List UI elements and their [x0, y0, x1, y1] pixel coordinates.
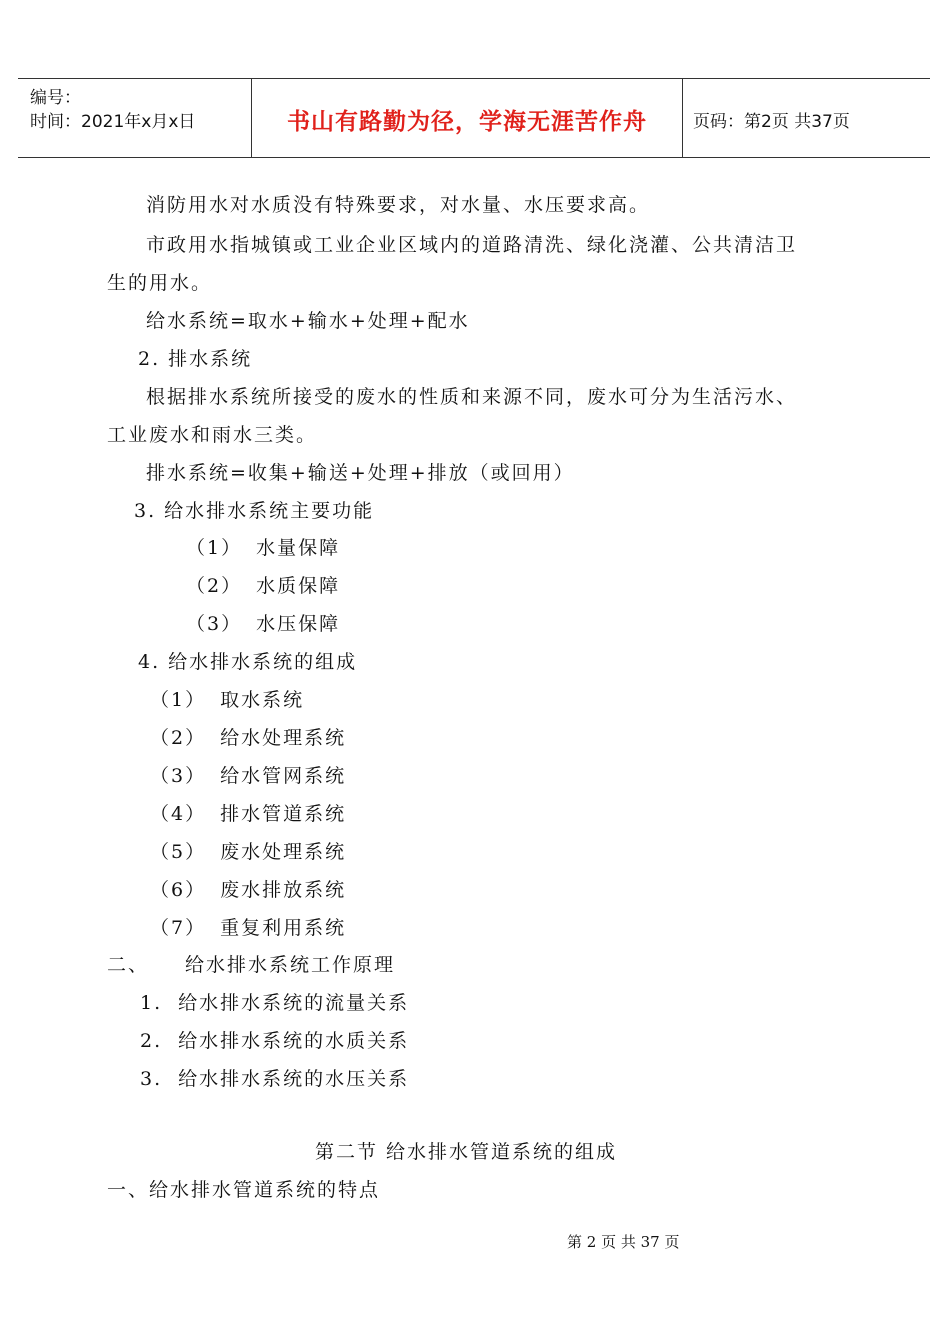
paragraph-municipal-water-line1: 市政用水指城镇或工业企业区域内的道路清洗、绿化浇灌、公共清洁卫	[146, 234, 798, 256]
list-item-text: 给水排水系统的水压关系	[178, 1068, 410, 1090]
list-item	[150, 799, 346, 826]
motto-text: 书山有路勤为径，学海无涯苦作舟	[287, 109, 647, 135]
section-title: 给水排水系统工作原理	[185, 954, 396, 976]
list-item-text: 水量保障	[256, 537, 341, 559]
list-item-number: （1）	[186, 537, 243, 559]
drainage-formula: 排水系统=收集+输送+处理+排放（或回用）	[146, 462, 575, 484]
section-heading-composition: 4. 给水排水系统的组成	[138, 651, 358, 673]
list-item	[150, 685, 304, 712]
list-item-text: 给水排水系统的水质关系	[178, 1030, 410, 1052]
list-item-text: 废水排放系统	[220, 879, 347, 901]
water-supply-formula: 给水系统=取水+输水+处理+配水	[146, 310, 470, 332]
list-item	[140, 1026, 409, 1053]
list-item-number: 3.	[140, 1068, 163, 1090]
page-footer: 第 2 页 共 37 页	[567, 1233, 680, 1251]
list-item-text: 给水管网系统	[220, 765, 347, 787]
document-time-label: 时间：2021年x月x日	[30, 112, 196, 132]
list-item	[150, 723, 346, 750]
list-item-number: （6）	[150, 879, 207, 901]
paragraph-wastewater-line1: 根据排水系统所接受的废水的性质和来源不同，废水可分为生活污水、	[146, 386, 798, 408]
section-heading-principles	[107, 950, 395, 977]
subsection-heading: 一、给水排水管道系统的特点	[107, 1179, 381, 1201]
list-item	[150, 837, 346, 864]
list-item	[186, 571, 340, 598]
list-item	[150, 761, 346, 788]
section-heading-drainage: 2. 排水系统	[138, 348, 253, 370]
paragraph-municipal-water-line2: 生的用水。	[107, 272, 213, 294]
list-item-number: （4）	[150, 803, 207, 825]
list-item-text: 给水排水系统的流量关系	[178, 992, 410, 1014]
list-item-text: 重复利用系统	[220, 917, 347, 939]
list-item-text: 排水管道系统	[220, 803, 347, 825]
list-item	[186, 609, 340, 636]
list-item	[186, 533, 340, 560]
document-number-label: 编号：	[30, 88, 81, 108]
list-item-text: 水压保障	[256, 613, 341, 635]
list-item-number: （7）	[150, 917, 207, 939]
paragraph-wastewater-line2: 工业废水和雨水三类。	[107, 424, 318, 446]
list-item-number: 2.	[140, 1030, 163, 1052]
list-item-number: （2）	[150, 727, 207, 749]
list-item-text: 废水处理系统	[220, 841, 347, 863]
list-item-number: （5）	[150, 841, 207, 863]
header-page-number: 页码：第2页 共37页	[693, 112, 850, 132]
paragraph-fire-water: 消防用水对水质没有特殊要求，对水量、水压要求高。	[146, 194, 651, 216]
list-item-text: 水质保障	[256, 575, 341, 597]
list-item	[150, 913, 346, 940]
list-item-number: （2）	[186, 575, 243, 597]
section-number: 二、	[107, 954, 150, 976]
list-item-number: （3）	[150, 765, 207, 787]
chapter-title: 第二节 给水排水管道系统的组成	[315, 1141, 618, 1163]
list-item-number: （3）	[186, 613, 243, 635]
list-item	[140, 1064, 409, 1091]
list-item-number: 1.	[140, 992, 163, 1014]
list-item-text: 取水系统	[220, 689, 305, 711]
list-item-text: 给水处理系统	[220, 727, 347, 749]
list-item-number: （1）	[150, 689, 207, 711]
section-heading-functions: 3. 给水排水系统主要功能	[134, 500, 375, 522]
list-item	[140, 988, 409, 1015]
list-item	[150, 875, 346, 902]
